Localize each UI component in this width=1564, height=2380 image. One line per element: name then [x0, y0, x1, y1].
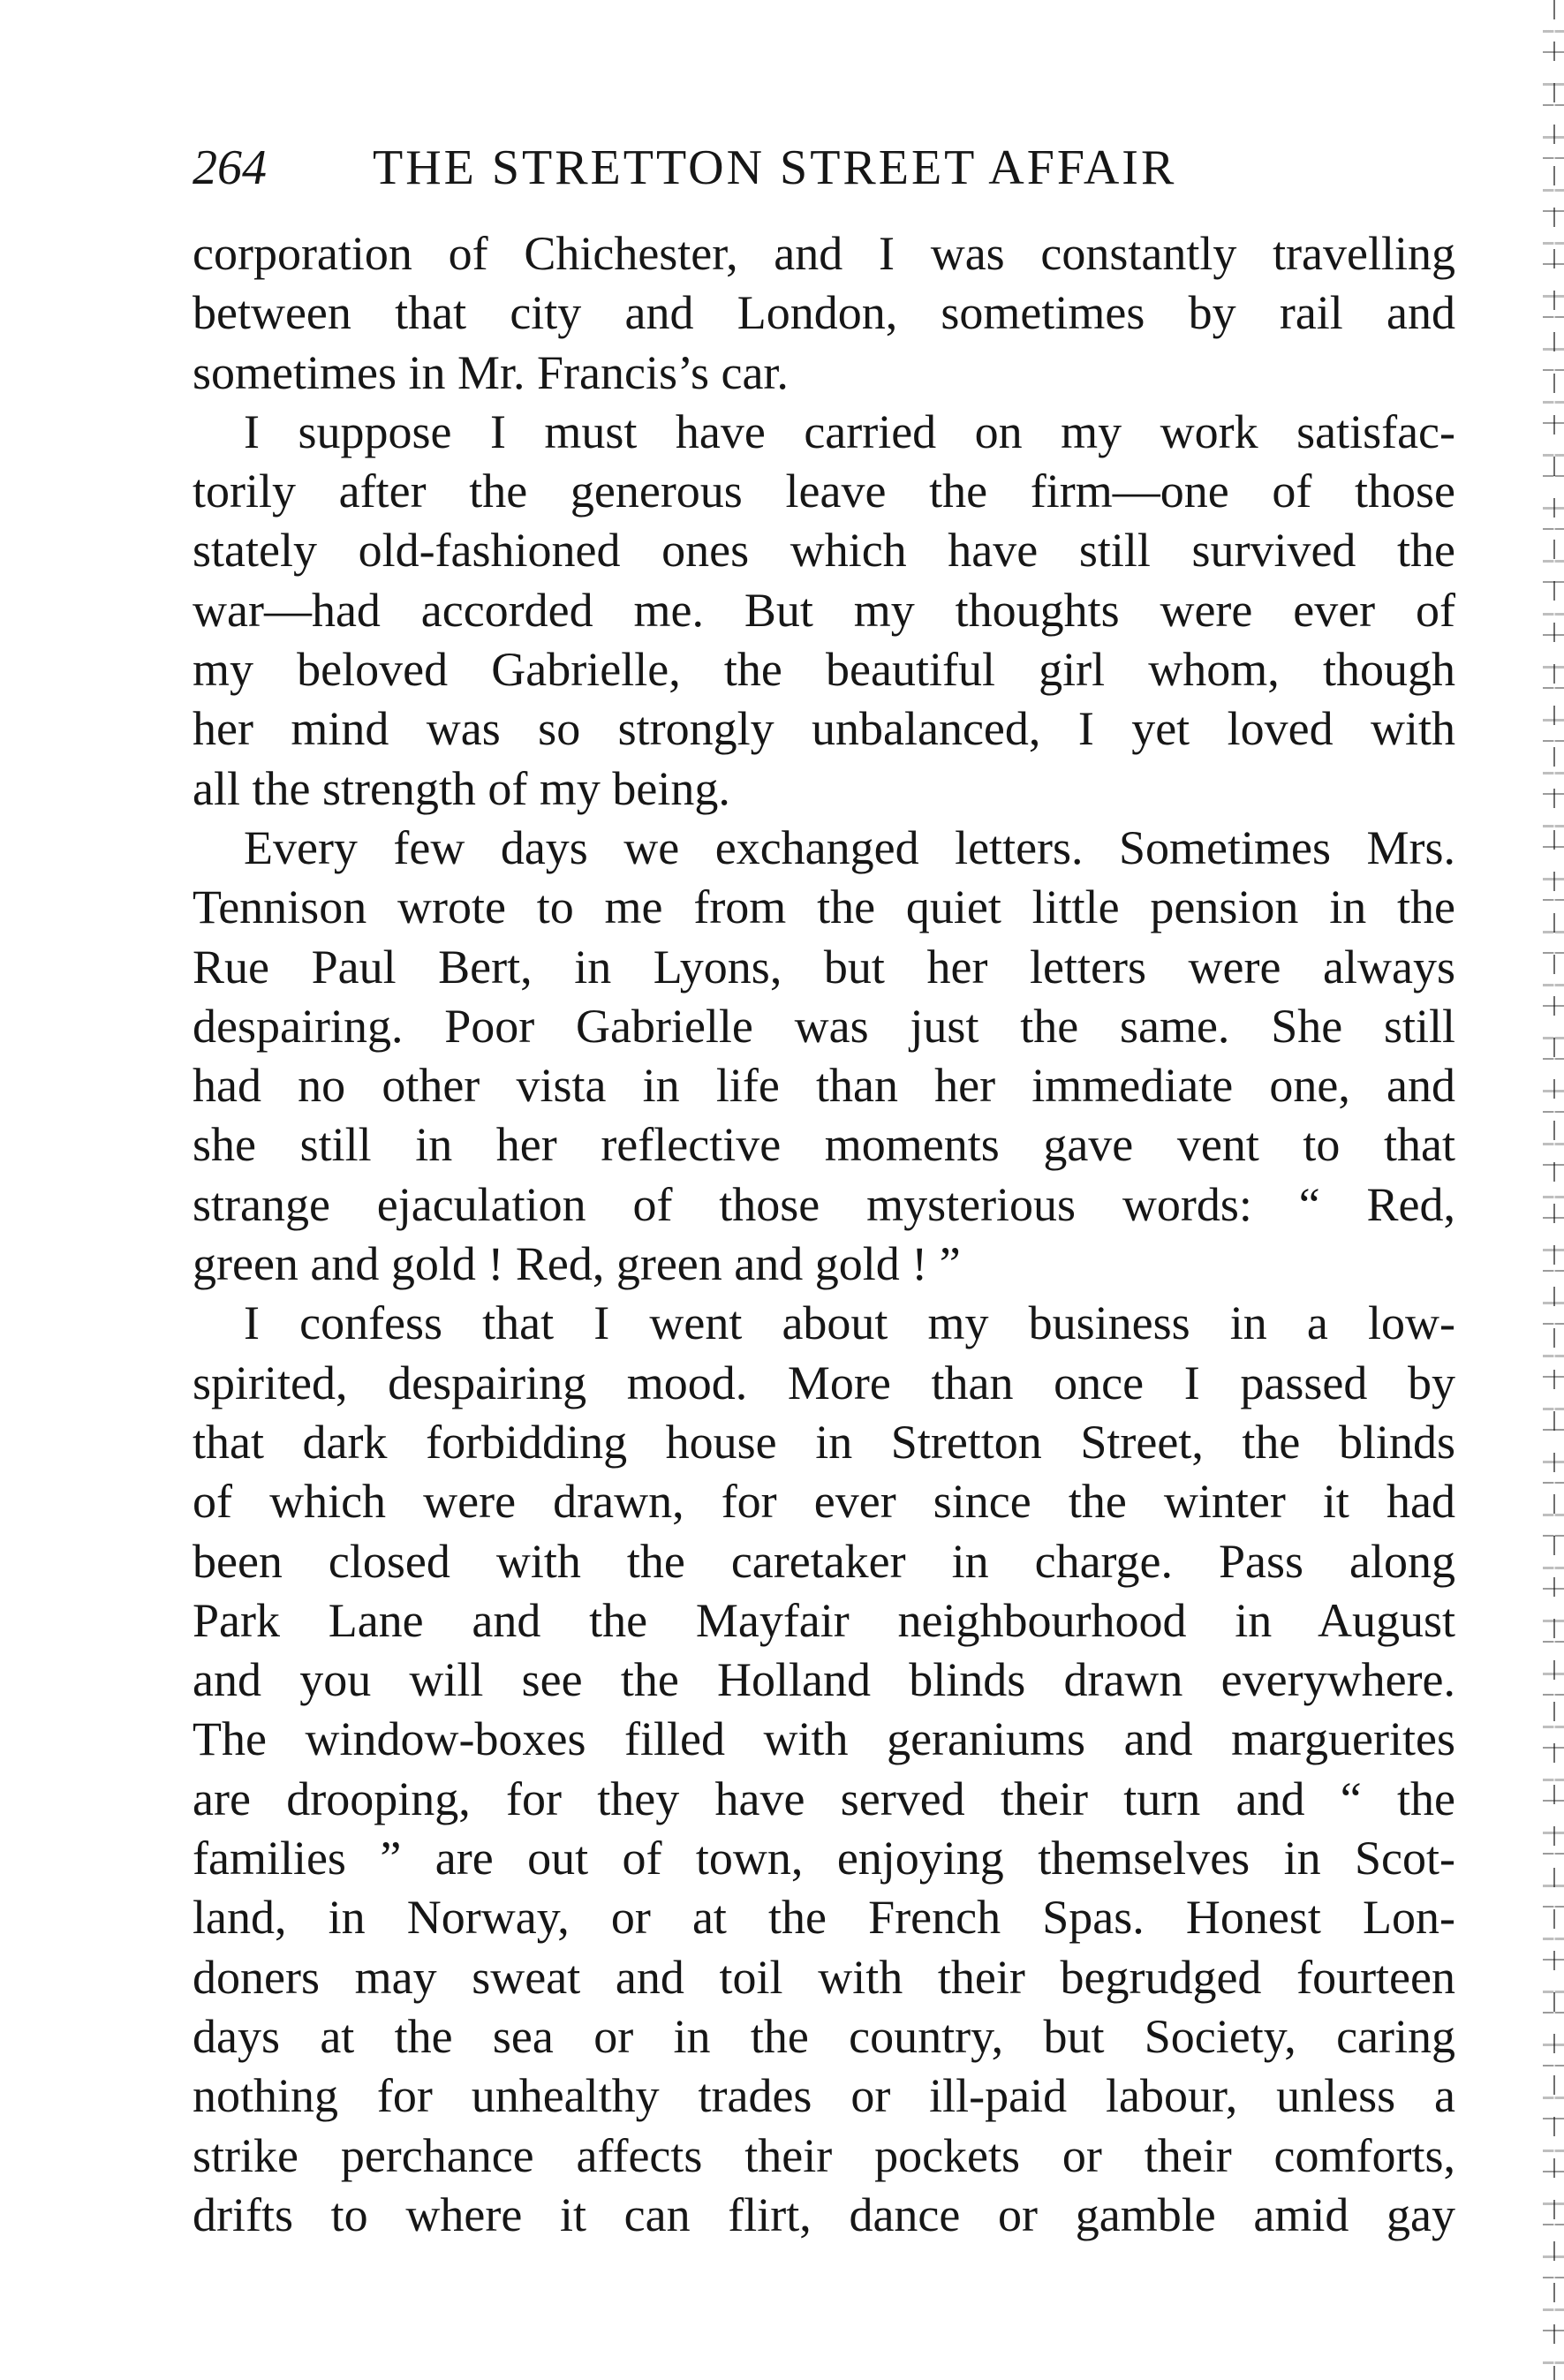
- text-line: I suppose I must have carried on my work satisfac-: [244, 404, 1455, 458]
- text-line: of which were drawn, for ever since the winter it had: [193, 1475, 1455, 1529]
- text-line: her mind was so strongly unbalanced, I yet loved with: [193, 702, 1455, 756]
- text-line: Rue Paul Bert, in Lyons, but her letters were always: [193, 940, 1455, 994]
- binding-edge-marks: [1553, 0, 1555, 2380]
- text-line: war—had accorded me. But my thoughts were ever of: [193, 583, 1455, 637]
- text-line: strike perchance affects their pockets or their comforts,: [193, 2128, 1455, 2182]
- text-line: I confess that I went about my business in a low-: [244, 1296, 1455, 1350]
- text-line: Tennison wrote to me from the quiet little pension in the: [193, 880, 1455, 934]
- text-line: corporation of Chichester, and I was constantly travelling: [193, 227, 1455, 280]
- running-title: THE STRETTON STREET AFFAIR: [373, 140, 1177, 195]
- text-line: strange ejaculation of those mysterious words: “ Red,: [193, 1177, 1455, 1231]
- running-head: [193, 132, 1455, 203]
- text-line: all the strength of my being.: [193, 761, 730, 815]
- text-line: drifts to where it can flirt, dance or gamble amid gay: [193, 2187, 1455, 2241]
- text-line: Every few days we exchanged letters. Sometimes Mrs.: [244, 820, 1455, 874]
- text-line: land, in Norway, or at the French Spas. Honest Lon-: [193, 1891, 1455, 1945]
- text-line: families ” are out of town, enjoying themselves in Scot-: [193, 1832, 1455, 1885]
- text-line: green and gold ! Red, green and gold ! ”: [193, 1237, 961, 1291]
- text-line: despairing. Poor Gabrielle was just the same. She still: [193, 999, 1455, 1053]
- text-line: she still in her reflective moments gave vent to that: [193, 1118, 1455, 1172]
- text-line: are drooping, for they have served their turn and “ the: [193, 1772, 1455, 1825]
- text-line: The window-boxes filled with geraniums and marguerites: [193, 1712, 1455, 1766]
- text-line: that dark forbidding house in Stretton Street, the blinds: [193, 1415, 1455, 1469]
- text-line: had no other vista in life than her immediate one, and: [193, 1059, 1455, 1113]
- text-line: my beloved Gabrielle, the beautiful girl whom, though: [193, 643, 1455, 697]
- text-line: and you will see the Holland blinds drawn everywhere.: [193, 1653, 1455, 1707]
- text-line: Park Lane and the Mayfair neighbourhood in August: [193, 1593, 1455, 1647]
- text-line: been closed with the caretaker in charge. Pass along: [193, 1534, 1455, 1588]
- text-line: sometimes in Mr. Francis’s car.: [193, 345, 789, 399]
- text-line: stately old-fashioned ones which have still survived the: [193, 524, 1455, 578]
- text-line: torily after the generous leave the firm—one of those: [193, 465, 1455, 518]
- text-line: between that city and London, sometimes by rail and: [193, 286, 1455, 340]
- body-text: [193, 224, 1455, 2245]
- text-line: nothing for unhealthy trades or ill-paid labour, unless a: [193, 2069, 1455, 2123]
- text-line: doners may sweat and toil with their begrudged fourteen: [193, 1950, 1455, 2004]
- text-line: days at the sea or in the country, but Society, caring: [193, 2009, 1455, 2063]
- text-line: spirited, despairing mood. More than once I passed by: [193, 1356, 1455, 1409]
- page-number: 264: [193, 140, 267, 195]
